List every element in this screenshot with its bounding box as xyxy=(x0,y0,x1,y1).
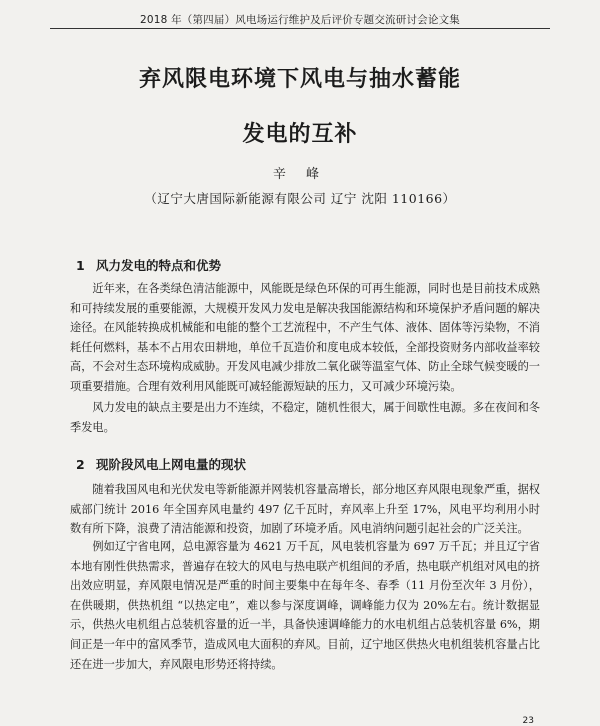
section-title: 风力发电的特点和优势 xyxy=(96,258,222,273)
affiliation: （辽宁大唐国际新能源有限公司 辽宁 沈阳 110166） xyxy=(144,191,456,206)
author: 辛 峰 xyxy=(272,167,328,182)
title-line-2: 发电的互补 xyxy=(242,122,358,147)
header-rule xyxy=(50,28,550,29)
section-number: 1 xyxy=(76,258,85,273)
body-paragraph: 例如辽宁省电网，总电源容量为 4621 万千瓦，风电装机容量为 697 万千瓦；并且辽宁省本地有刚性供热需求，普遍存在较大的风电与热电联产机组间的矛盾，热电联产机组对风电的挤出效应明显，弃风限电情况是严重的时间主要集中在每年冬、春季（11 月份至次年 3 月份），在供暖期，供热机组 “以热定电”，难以参与深度调峰，调峰能力仅为 20%左右。统计数据显示，供热火电机组占总装机容量的近一半，具备快速调峰能力的水电机组占总装机容量 6%，期间正是一年中的富风季节，造成风电大面积的弃风。目前，辽宁地区供热火电机组装机容量占比还在进一步加大，弃风限电形势还将持续。 xyxy=(70,540,540,671)
page-number: 23 xyxy=(522,716,534,726)
running-header: 2018 年（第四届）风电场运行维护及后评价专题交流研讨会论文集 xyxy=(140,14,460,26)
section-number: 2 xyxy=(76,457,85,472)
body-paragraph: 随着我国风电和光伏发电等新能源并网装机容量高增长，部分地区弃风限电现象严重，据权威部门统计 2016 年全国弃风电量约 497 亿千瓦时，弃风率上升至 17%，风电平均利用小时数有所下降，浪费了清洁能源和投资，加剧了环境矛盾。风电消纳问题引起社会的广泛关注。 xyxy=(70,483,540,536)
body-paragraph: 风力发电的缺点主要是出力不连续，不稳定，随机性很大，属于间歇性电源。多在夜间和冬季发电。 xyxy=(70,401,540,434)
title-line-1: 弃风限电环境下风电与抽水蓄能 xyxy=(138,67,461,92)
section-title: 现阶段风电上网电量的现状 xyxy=(96,457,247,472)
section-heading-1 xyxy=(76,256,221,274)
section-heading-2 xyxy=(76,455,246,473)
body-paragraph: 近年来，在各类绿色清洁能源中，风能既是绿色环保的可再生能源，同时也是目前技术成熟和可持续发展的重要能源，大规模开发风力发电是解决我国能源结构和环境保护矛盾问题的解决途径。在风能转换成机械能和电能的整个工艺流程中，不产生气体、液体、固体等污染物，不消耗任何燃料，基本不占用农田耕地，单位千瓦造价和度电成本较低，全部投资财务内部收益率较高，不会对生态环境构成威胁。开发风电减少排放二氧化碳等温室气体、防止全球气候变暖的一项重要措施。合理有效利用风能既可减轻能源短缺的压力，又可减少环境污染。 xyxy=(70,282,540,393)
